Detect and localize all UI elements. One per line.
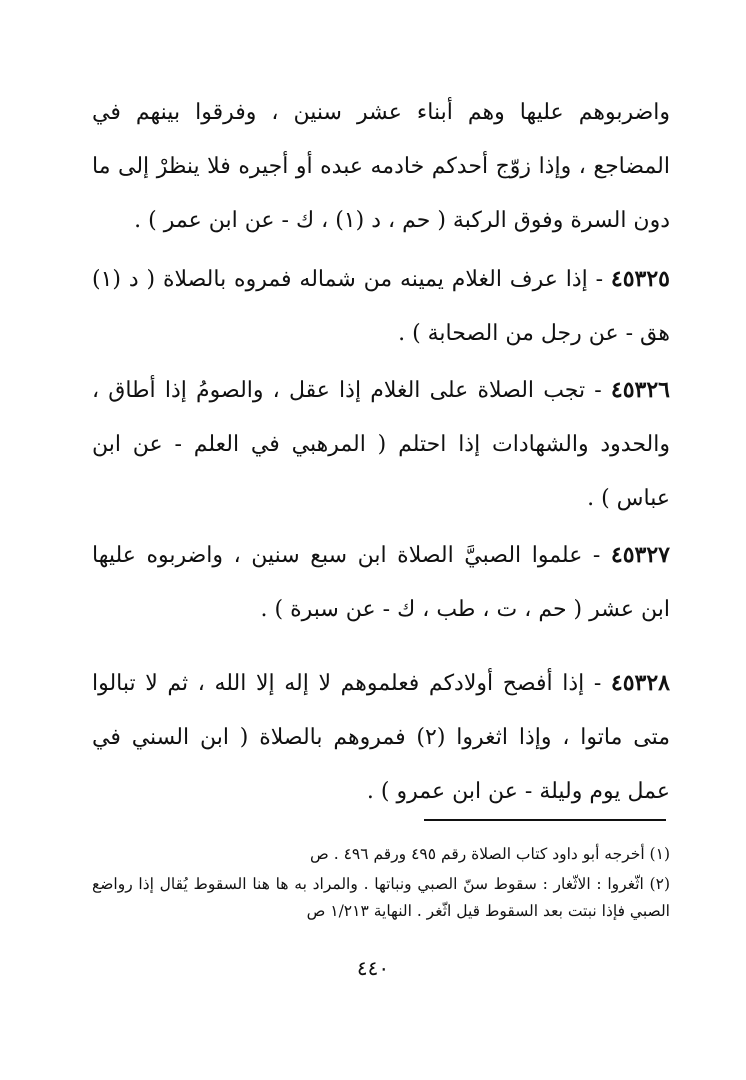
hadith-text: - إذا أفصح أولادكم فعلموهم لا إله إلا الله ، ثم لا تبالوا متى ماتوا ، وإذا اثغروا (٢) فمروهم بالصلاة ( ابن السني في عمل يوم وليلة - عن ابن عمرو ) . bbox=[92, 671, 670, 804]
hadith-text: - علموا الصبيَّ الصلاة ابن سبع سنين ، واضربوه عليها ابن عشر ( حم ، ت ، طب ، ك - عن سبرة ) . bbox=[92, 543, 670, 622]
hadith-text: - إذا عرف الغلام يمينه من شماله فمروه بالصلاة ( د (١) هق - عن رجل من الصحابة ) . bbox=[92, 267, 670, 346]
footnote-2: (٢) اثّغروا : الاثّغار : سقوط سنّ الصبي ونباتها . والمراد به ها هنا السقوط يُقال إذا رواضع الصبي فإذا نبتت بعد السقوط قيل اثّغر . النهاية ١/٢١٣ ص bbox=[92, 875, 670, 920]
hadith-number: ٤٥٣٢٥ bbox=[610, 266, 670, 292]
hadith-text: - تجب الصلاة على الغلام إذا عقل ، والصومُ إذا أطاق ، والحدود والشهادات إذا احتلم ( المرهبي في العلم - عن ابن عباس ) . bbox=[92, 378, 670, 511]
hadith-number: ٤٥٣٢٧ bbox=[610, 542, 670, 568]
hadith-45327 bbox=[92, 528, 670, 637]
hadith-45328 bbox=[92, 656, 670, 819]
hadith-45326 bbox=[92, 363, 670, 526]
footnote-divider bbox=[424, 819, 666, 821]
hadith-45325 bbox=[92, 252, 670, 361]
hadith-number: ٤٥٣٢٦ bbox=[610, 377, 670, 403]
page-number: ٤٤٠ bbox=[356, 956, 390, 980]
hadith-number: ٤٥٣٢٨ bbox=[610, 670, 670, 696]
hadith-text: واضربوهم عليها وهم أبناء عشر سنين ، وفرقوا بينهم في المضاجع ، وإذا زوّج أحدكم خادمه عبده أو أجيره فلا ينظرْ إلى ما دون السرة وفوق الركبة ( حم ، د (١) ، ك - عن ابن عمر ) . bbox=[92, 100, 670, 233]
hadith-continuation bbox=[92, 86, 670, 248]
footnote-1: (١) أخرجه أبو داود كتاب الصلاة رقم ٤٩٥ ورقم ٤٩٦ . ص bbox=[310, 845, 670, 863]
